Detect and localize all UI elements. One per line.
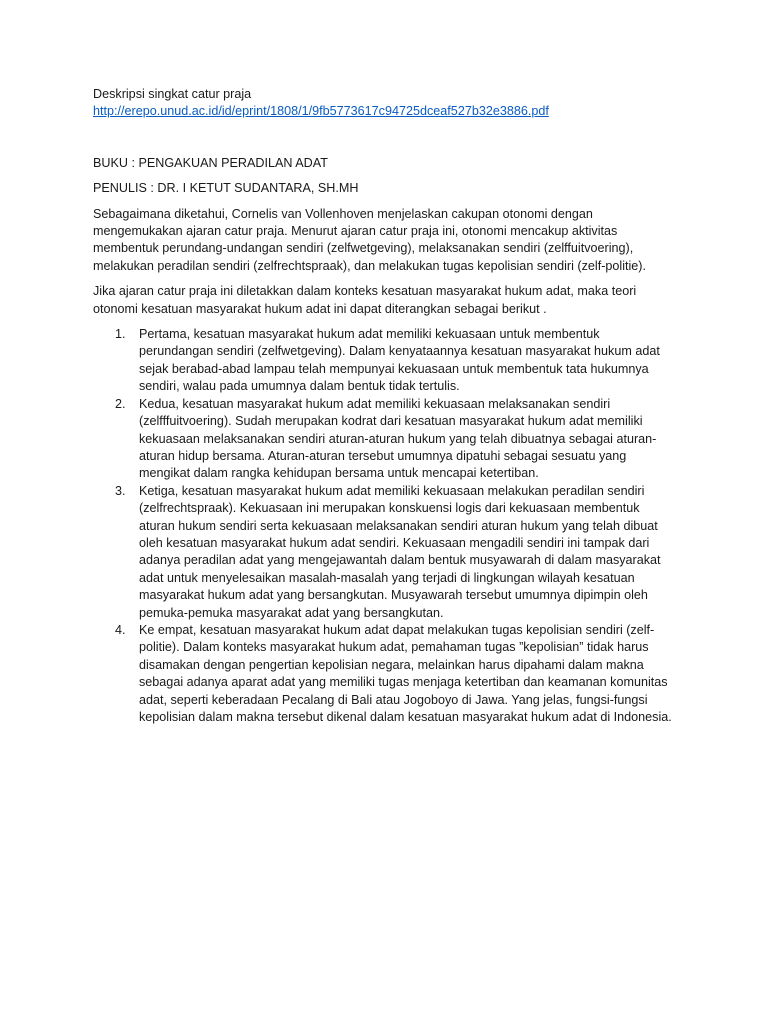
author-line: PENULIS : DR. I KETUT SUDANTARA, SH.MH — [93, 181, 359, 196]
paragraph-context: Jika ajaran catur praja ini diletakkan dalam konteks kesatuan masyarakat hukum adat, maka teori otonomi kesatuan masyarakat hukum adat ini dapat diterangkan sebagai berikut . — [93, 284, 637, 316]
list-item-text: Pertama, kesatuan masyarakat hukum adat memiliki kekuasaan untuk membentuk perundangan sendiri (zelfwetgeving). Dalam kenyataannya kesatuan masyarakat hukum adat sejak berabad-abad lampau telah mempunyai kekuasaan untuk membentuk tata hukumnya sendiri, walau pada umumnya dalam bentuk tidak tertulis. — [139, 327, 660, 394]
list-item — [93, 622, 677, 726]
list-item-number: 2. — [115, 396, 126, 411]
book-title: BUKU : PENGAKUAN PERADILAN ADAT — [93, 155, 328, 170]
spacer — [93, 121, 677, 155]
document-page — [93, 86, 677, 726]
numbered-list — [93, 326, 677, 726]
list-item — [93, 483, 677, 622]
list-item — [93, 396, 677, 483]
list-item-text: Ke empat, kesatuan masyarakat hukum adat dapat melakukan tugas kepolisian sendiri (zelf-politie). Dalam konteks masyarakat hukum adat, pemahaman tugas ”kepolisian” tidak harus disamakan dengan pengertian kepolisian negara, melainkan harus dipahami dalam makna sebagai adanya aparat adat yang memiliki tugas menjaga ketertiban dan keamanan komunitas adat, seperti keberadaan Pecalang di Bali atau Jogoboyo di Jawa. Yang jelas, fungsi-fungsi kepolisian dalam makna tersebut dikenal dalam kesatuan masyarakat hukum adat di Indonesia. — [139, 622, 672, 724]
list-item — [93, 326, 677, 396]
list-item-text: Ketiga, kesatuan masyarakat hukum adat memiliki kekuasaan melakukan peradilan sendiri (zelfrechtspraak). Kekuasaan ini merupakan konskuensi logis dari kekuasaan membentuk aturan hukum sendiri serta kekuasaan melaksanakan sendiri aturan hukum yang telah dibuat oleh kesatuan masyarakat hukum adat sendiri. Kekuasaan mengadili sendiri ini tampak dari adanya peradilan adat yang mengejawantah dalam bentuk musyawarah di dalam masyarakat adat untuk menyelesaikan masalah-masalah yang terjadi di lingkungan wilayah kesatuan masyarakat hukum adat yang bersangkutan. Musyawarah tersebut umumnya dipimpin oleh pemuka-pemuka masyarakat adat yang bersangkutan. — [139, 483, 661, 620]
document-title: Deskripsi singkat catur praja — [93, 87, 252, 101]
paragraph-intro: Sebagaimana diketahui, Cornelis van Vollenhoven menjelaskan cakupan otonomi dengan mengemukakan ajaran catur praja. Menurut ajaran catur praja ini, otonomi mencakup aktivitas membentuk perundang-undangan sendiri (zelfwetgeving), melaksanakan sendiri (zelffuitvoering), melakukan peradilan sendiri (zelfrechtspraak), dan melakukan tugas kepolisian sendiri (zelf-politie). — [93, 206, 646, 273]
list-item-number: 1. — [115, 327, 126, 342]
list-item-number: 4. — [115, 622, 126, 637]
list-item-number: 3. — [115, 483, 126, 498]
list-item-text: Kedua, kesatuan masyarakat hukum adat memiliki kekuasaan melaksanakan sendiri (zelfffuitvoering). Sudah merupakan kodrat dari kesatuan masyarakat hukum adat memiliki kekuasaan melaksanakan sendiri aturan-aturan hukum yang telah dibuatnya sebagai aturan-aturan hidup bersama. Aturan-aturan tersebut umumnya dipatuhi sebagai sesuatu yang mengikat dalam rangka kehidupan bersama untuk mencapai ketertiban. — [139, 396, 657, 481]
source-link[interactable]: http://erepo.unud.ac.id/id/eprint/1808/1/9fb5773617c94725dceaf527b32e3886.pdf — [93, 104, 549, 119]
